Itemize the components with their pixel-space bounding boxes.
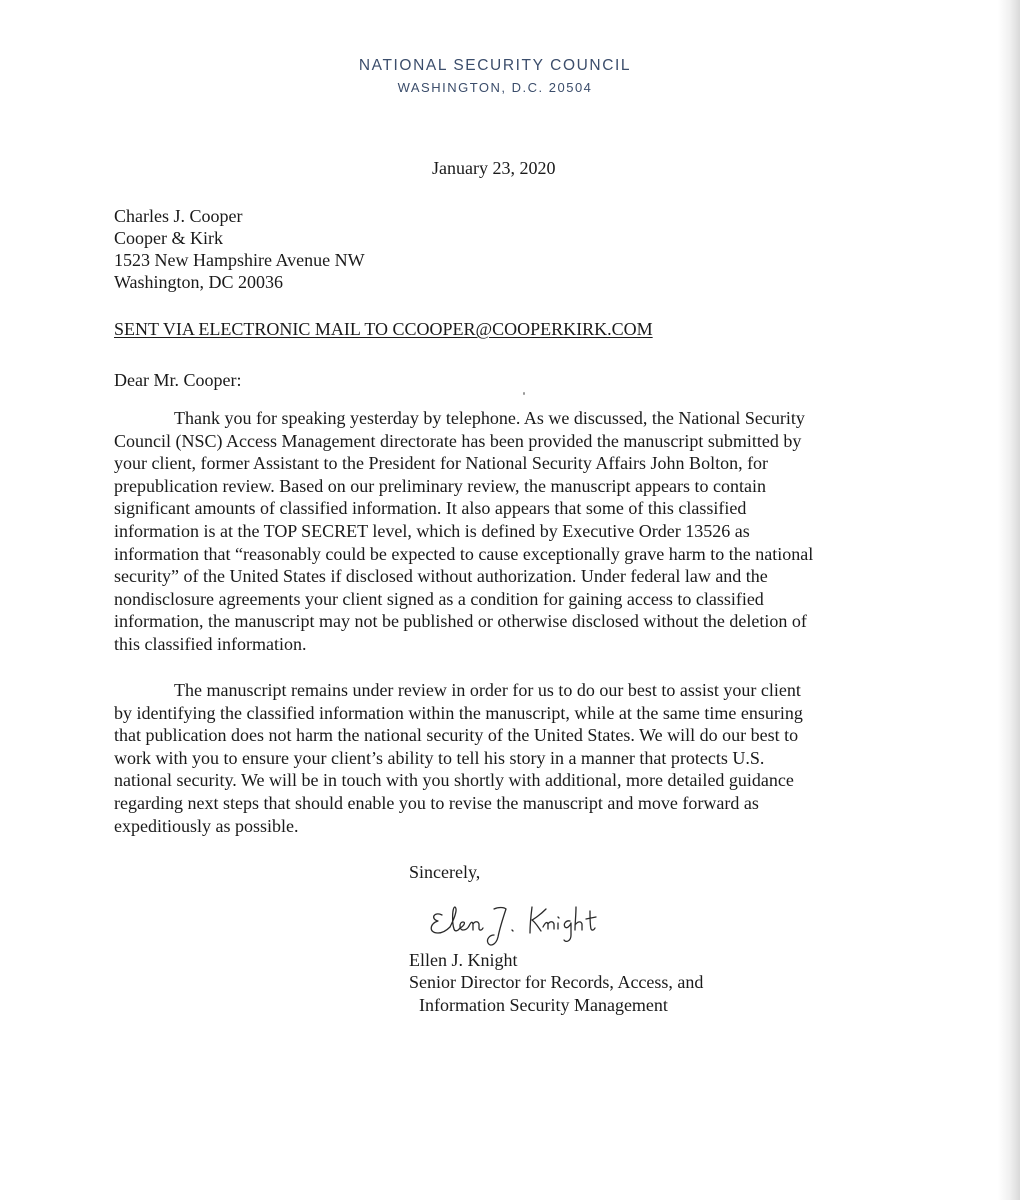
paragraph-line: expeditiously as possible. — [114, 815, 299, 836]
letterhead-organization: NATIONAL SECURITY COUNCIL — [358, 57, 632, 74]
paragraph-line: your client, former Assistant to the President for National Security Affairs John Bolton, for — [114, 453, 769, 474]
letterhead — [0, 56, 990, 98]
paragraph-line: security” of the United States if disclosed without authorization. Under federal law and the — [114, 566, 768, 587]
paragraph-line: Thank you for speaking yesterday by telephone. As we discussed, the National Security — [174, 408, 805, 428]
paragraph-line: information, the manuscript may not be published or otherwise disclosed without the deletion of — [114, 611, 807, 632]
page-edge-shadow — [998, 0, 1020, 1200]
handwritten-signature — [428, 893, 648, 953]
paragraph-line: national security. We will be in touch with you shortly with additional, more detailed guidance — [114, 770, 794, 791]
recipient-name: Charles J. Cooper — [114, 206, 243, 226]
signer-title-line-1: Senior Director for Records, Access, and — [409, 972, 704, 993]
paragraph-line: by identifying the classified information within the manuscript, while at the same time ensuring — [114, 702, 803, 723]
signer-block — [409, 949, 703, 1016]
paragraph-line: that publication does not harm the national security of the United States. We will do our best to — [114, 725, 799, 746]
recipient-address-block — [114, 205, 365, 293]
paragraph-line: Council (NSC) Access Management directorate has been provided the manuscript submitted by — [114, 430, 802, 451]
paragraph-line: significant amounts of classified information. It also appears that some of this classified — [114, 498, 747, 519]
recipient-street: 1523 New Hampshire Avenue NW — [114, 250, 365, 270]
paragraph-line: this classified information. — [114, 633, 307, 654]
paragraph-line: information is at the TOP SECRET level, which is defined by Executive Order 13526 as — [114, 520, 750, 541]
recipient-firm: Cooper & Kirk — [114, 228, 223, 248]
paragraph-line: regarding next steps that should enable you to revise the manuscript and move forward as — [114, 792, 759, 813]
paragraph-line: The manuscript remains under review in order for us to do our best to assist your client — [174, 680, 801, 700]
recipient-city: Washington, DC 20036 — [114, 272, 284, 292]
salutation: Dear Mr. Cooper: — [114, 370, 242, 390]
paragraph-line: prepublication review. Based on our preliminary review, the manuscript appears to contain — [114, 475, 766, 496]
signer-title-line-2: Information Security Management — [419, 994, 668, 1015]
scan-speck — [523, 392, 525, 395]
paragraph-line: nondisclosure agreements your client signed as a condition for gaining access to classified — [114, 588, 764, 609]
closing: Sincerely, — [409, 862, 481, 882]
signer-name: Ellen J. Knight — [409, 950, 518, 970]
letter-date: January 23, 2020 — [432, 158, 556, 178]
delivery-note: SENT VIA ELECTRONIC MAIL TO CCOOPER@COOPERKIRK.COM — [114, 319, 653, 339]
paragraph-line: information that “reasonably could be expected to cause exceptionally grave harm to the national — [114, 543, 814, 564]
body-paragraph-2 — [114, 679, 884, 837]
body-paragraph-1 — [114, 407, 884, 656]
paragraph-line: work with you to ensure your client’s ability to tell his story in a manner that protects U.S. — [114, 747, 765, 768]
letterhead-address: WASHINGTON, D.C. 20504 — [397, 80, 593, 95]
